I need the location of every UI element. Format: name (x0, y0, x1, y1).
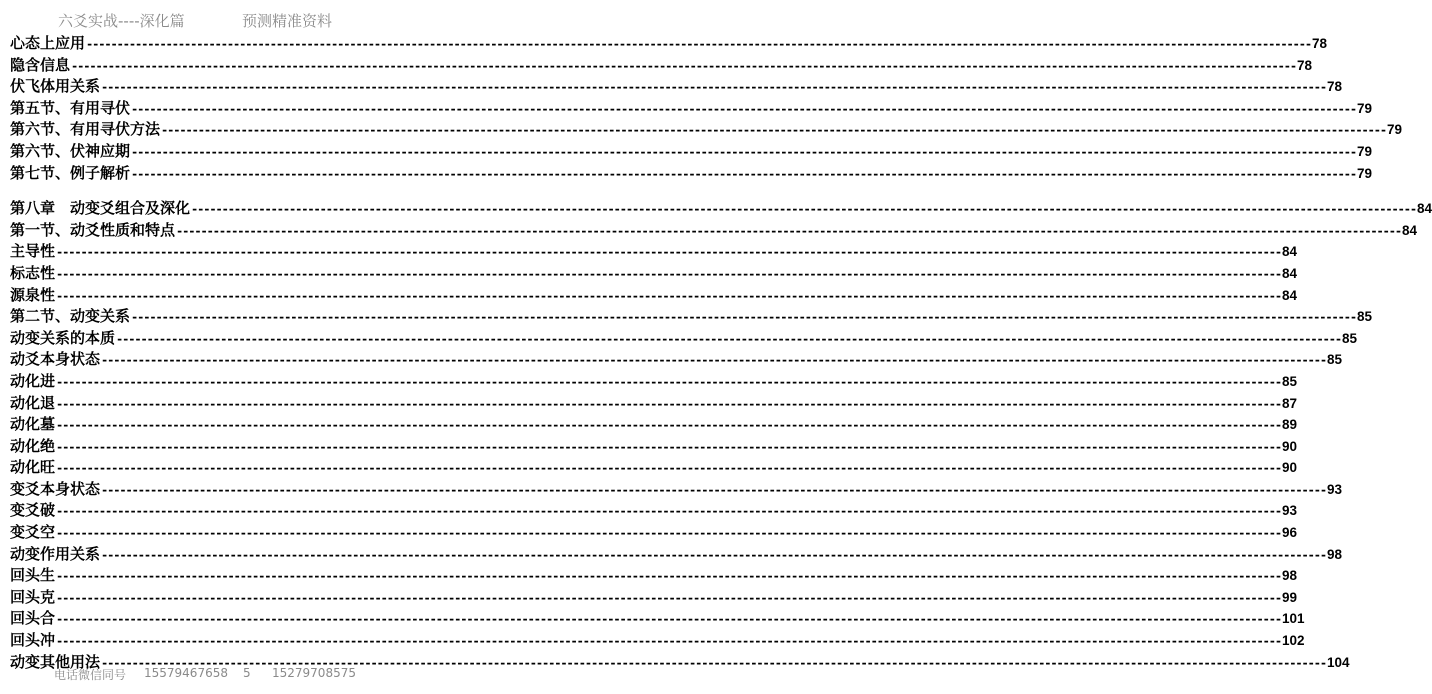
toc-entry-page: 79 (1356, 100, 1372, 116)
toc-entry-title: 动化墓 (10, 415, 56, 434)
toc-entry (10, 371, 1297, 393)
toc-dot-leader: -------------------------------------------------------------------------------------------------------------------------------------------------------------------------------------------------------- (71, 58, 1296, 73)
toc-entry (10, 119, 1402, 141)
toc-entry-title: 动化进 (10, 371, 56, 390)
toc-spacer (10, 184, 420, 198)
toc-entry (10, 544, 1342, 566)
toc-entry (10, 630, 1305, 652)
toc-dot-leader: -------------------------------------------------------------------------------------------------------------------------------------------------------------------------------------------------------- (56, 439, 1281, 454)
toc-entry-page: 79 (1386, 122, 1402, 138)
toc-entry (10, 76, 1342, 98)
toc-entry-title: 动变关系的本质 (10, 328, 116, 347)
toc-entry (10, 33, 1327, 55)
toc-entry (10, 98, 1372, 120)
toc-dot-leader: -------------------------------------------------------------------------------------------------------------------------------------------------------------------------------------------------------- (101, 547, 1326, 562)
toc-entry (10, 163, 1372, 185)
toc-entry (10, 565, 1297, 587)
toc-entry-title: 变爻空 (10, 523, 56, 542)
toc-entry-title: 动变作用关系 (10, 544, 101, 563)
toc-dot-leader: -------------------------------------------------------------------------------------------------------------------------------------------------------------------------------------------------------- (101, 80, 1326, 95)
toc-dot-leader: -------------------------------------------------------------------------------------------------------------------------------------------------------------------------------------------------------- (56, 418, 1281, 433)
toc-entry-title: 动变其他用法 (10, 652, 101, 671)
toc-dot-leader: -------------------------------------------------------------------------------------------------------------------------------------------------------------------------------------------------------- (101, 353, 1326, 368)
toc-entry-title: 动化退 (10, 393, 56, 412)
toc-entry-page: 84 (1281, 244, 1297, 260)
toc-entry-page: 98 (1326, 546, 1342, 562)
toc-entry-title: 变爻破 (10, 501, 56, 520)
toc-entry (10, 479, 1342, 501)
toc-entry-title: 第六节、伏神应期 (10, 141, 131, 160)
toc-entry-page: 89 (1281, 417, 1297, 433)
toc-dot-leader: -------------------------------------------------------------------------------------------------------------------------------------------------------------------------------------------------------- (56, 504, 1281, 519)
toc-entry (10, 328, 1357, 350)
toc-dot-leader: -------------------------------------------------------------------------------------------------------------------------------------------------------------------------------------------------------- (56, 288, 1281, 303)
toc-entry (10, 436, 1297, 458)
toc-entry (10, 587, 1297, 609)
toc-entry-title: 动化绝 (10, 436, 56, 455)
toc-entry (10, 220, 1417, 242)
footer-phone-2: 15279708575 (272, 666, 356, 680)
toc-entry (10, 263, 1297, 285)
toc-entry (10, 285, 1297, 307)
toc-dot-leader: -------------------------------------------------------------------------------------------------------------------------------------------------------------------------------------------------------- (176, 223, 1401, 238)
toc-entry-title: 标志性 (10, 263, 56, 282)
toc-entry-title: 第二节、动变关系 (10, 307, 131, 326)
page-footer (0, 666, 441, 686)
toc-dot-leader: -------------------------------------------------------------------------------------------------------------------------------------------------------------------------------------------------------- (116, 331, 1341, 346)
toc-dot-leader: -------------------------------------------------------------------------------------------------------------------------------------------------------------------------------------------------------- (101, 482, 1326, 497)
toc-entry-title: 回头合 (10, 609, 56, 628)
toc-entry-page: 85 (1341, 330, 1357, 346)
footer-phone-1: 15579467658 (144, 666, 228, 680)
toc-dot-leader: -------------------------------------------------------------------------------------------------------------------------------------------------------------------------------------------------------- (161, 123, 1386, 138)
toc-entry-page: 85 (1356, 309, 1372, 325)
toc-entry-title: 第六节、有用寻伏方法 (10, 120, 161, 139)
toc-dot-leader: -------------------------------------------------------------------------------------------------------------------------------------------------------------------------------------------------------- (191, 202, 1416, 217)
toc-entry-title: 回头冲 (10, 631, 56, 650)
toc-dot-leader: -------------------------------------------------------------------------------------------------------------------------------------------------------------------------------------------------------- (86, 37, 1311, 51)
toc-entry-title: 主导性 (10, 242, 56, 261)
table-of-contents (10, 33, 1432, 673)
footer-separator: 5 (243, 666, 251, 680)
toc-entry-title: 伏飞体用关系 (10, 77, 101, 96)
toc-dot-leader: -------------------------------------------------------------------------------------------------------------------------------------------------------------------------------------------------------- (101, 655, 1326, 670)
toc-entry (10, 414, 1297, 436)
toc-dot-leader: -------------------------------------------------------------------------------------------------------------------------------------------------------------------------------------------------------- (131, 310, 1356, 325)
toc-dot-leader: -------------------------------------------------------------------------------------------------------------------------------------------------------------------------------------------------------- (56, 396, 1281, 411)
toc-dot-leader: -------------------------------------------------------------------------------------------------------------------------------------------------------------------------------------------------------- (56, 266, 1281, 281)
toc-dot-leader: -------------------------------------------------------------------------------------------------------------------------------------------------------------------------------------------------------- (56, 590, 1281, 605)
toc-entry (10, 500, 1297, 522)
toc-entry-page: 90 (1281, 438, 1297, 454)
toc-dot-leader: -------------------------------------------------------------------------------------------------------------------------------------------------------------------------------------------------------- (56, 569, 1281, 584)
toc-entry-title: 隐含信息 (10, 55, 71, 74)
toc-entry-page: 84 (1281, 265, 1297, 281)
toc-entry-page: 98 (1281, 568, 1297, 584)
toc-entry-title: 心态上应用 (10, 34, 86, 52)
toc-entry-page: 90 (1281, 460, 1297, 476)
toc-dot-leader: -------------------------------------------------------------------------------------------------------------------------------------------------------------------------------------------------------- (131, 144, 1356, 159)
toc-entry-page: 87 (1281, 395, 1297, 411)
toc-dot-leader: -------------------------------------------------------------------------------------------------------------------------------------------------------------------------------------------------------- (56, 245, 1281, 260)
toc-entry (10, 306, 1372, 328)
toc-entry-page: 78 (1311, 36, 1327, 51)
footer-contact-label: 电话微信同号 (54, 668, 127, 682)
toc-dot-leader: -------------------------------------------------------------------------------------------------------------------------------------------------------------------------------------------------------- (56, 612, 1281, 627)
toc-entry-title: 变爻本身状态 (10, 479, 101, 498)
toc-entry-page: 78 (1326, 79, 1342, 95)
toc-entry (10, 393, 1297, 415)
toc-entry-title: 动化旺 (10, 458, 56, 477)
toc-entry-page: 84 (1416, 201, 1432, 217)
toc-dot-leader: -------------------------------------------------------------------------------------------------------------------------------------------------------------------------------------------------------- (56, 374, 1281, 389)
toc-entry-page: 84 (1281, 287, 1297, 303)
toc-entry-page: 85 (1281, 373, 1297, 389)
toc-entry-title: 源泉性 (10, 285, 56, 304)
toc-entry-title: 第八章 动变爻组合及深化 (10, 199, 191, 218)
toc-entry-page: 79 (1356, 143, 1372, 159)
toc-entry-page: 96 (1281, 525, 1297, 541)
toc-entry (10, 522, 1297, 544)
toc-entry-page: 99 (1281, 589, 1297, 605)
header-subtitle: 预测精准资料 (242, 12, 333, 30)
toc-entry-page: 101 (1281, 611, 1305, 627)
toc-entry (10, 55, 1312, 77)
toc-dot-leader: -------------------------------------------------------------------------------------------------------------------------------------------------------------------------------------------------------- (131, 166, 1356, 181)
toc-entry-title: 回头克 (10, 587, 56, 606)
toc-entry-page: 78 (1296, 57, 1312, 73)
toc-entry-title: 第七节、例子解析 (10, 163, 131, 182)
toc-entry (10, 457, 1297, 479)
toc-dot-leader: -------------------------------------------------------------------------------------------------------------------------------------------------------------------------------------------------------- (56, 461, 1281, 476)
toc-entry (10, 198, 1432, 220)
toc-entry-page: 84 (1401, 222, 1417, 238)
toc-entry-page: 85 (1326, 352, 1342, 368)
toc-entry-title: 动爻本身状态 (10, 350, 101, 369)
toc-dot-leader: -------------------------------------------------------------------------------------------------------------------------------------------------------------------------------------------------------- (131, 101, 1356, 116)
toc-dot-leader: -------------------------------------------------------------------------------------------------------------------------------------------------------------------------------------------------------- (56, 526, 1281, 541)
toc-entry (10, 241, 1297, 263)
toc-entry (10, 349, 1342, 371)
toc-entry-page: 102 (1281, 633, 1305, 649)
toc-entry-title: 第五节、有用寻伏 (10, 98, 131, 117)
toc-entry (10, 141, 1372, 163)
page-header (0, 10, 441, 34)
toc-entry-page: 79 (1356, 165, 1372, 181)
header-book-title: 六爻实战----深化篇 (58, 12, 185, 30)
toc-dot-leader: -------------------------------------------------------------------------------------------------------------------------------------------------------------------------------------------------------- (56, 634, 1281, 649)
toc-entry (10, 608, 1305, 630)
toc-entry-page: 93 (1281, 503, 1297, 519)
toc-entry-title: 第一节、动爻性质和特点 (10, 220, 176, 239)
toc-entry-title: 回头生 (10, 566, 56, 585)
toc-entry-page: 104 (1326, 654, 1350, 670)
toc-entry-page: 93 (1326, 481, 1342, 497)
